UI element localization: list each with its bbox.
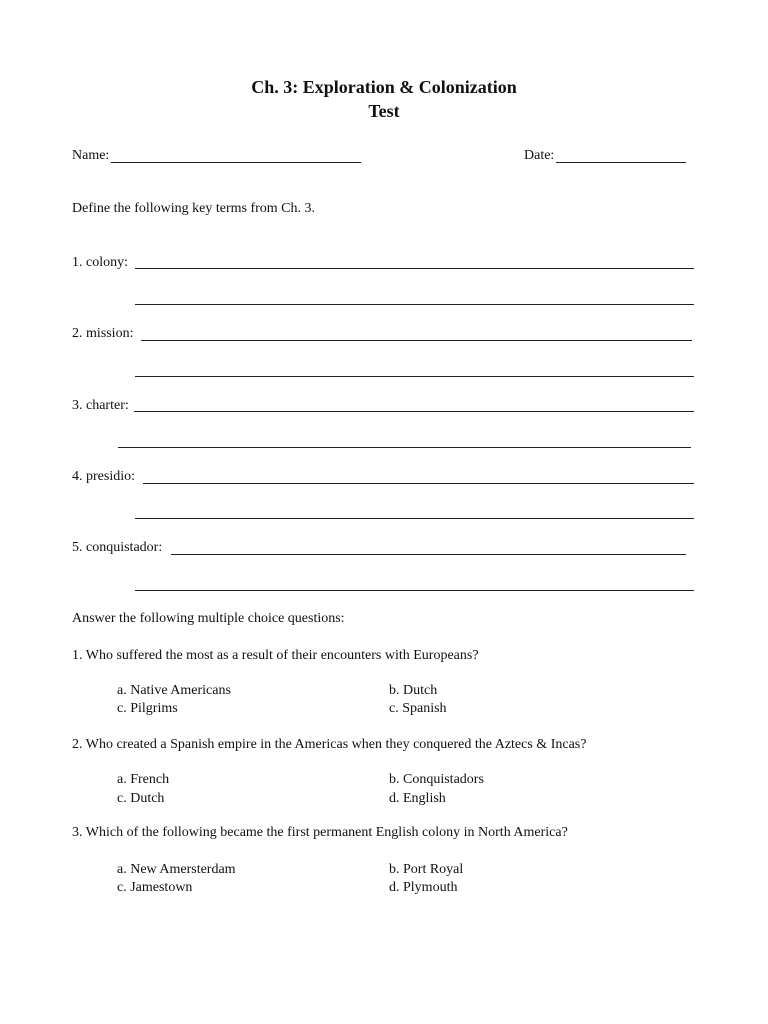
term-label: 2. mission: [72,326,134,341]
answer-line[interactable] [143,483,694,484]
mc-question: 1. Who suffered the most as a result of their encounters with Europeans? [72,648,479,663]
name-label: Name: [72,148,110,163]
term-label: 1. colony: [72,255,128,270]
mc-option[interactable]: a. French [117,772,170,787]
mc-option[interactable]: b. Conquistadors [389,772,484,787]
mc-question: 2. Who created a Spanish empire in the Americas when they conquered the Aztecs & Incas? [72,737,587,752]
mc-option[interactable]: c. Spanish [389,701,447,716]
answer-line[interactable] [135,268,694,269]
mc-option[interactable]: b. Dutch [389,683,438,698]
answer-line[interactable] [171,554,686,555]
term-label: 3. charter: [72,398,129,413]
answer-line[interactable] [134,411,694,412]
definitions-instructions: Define the following key terms from Ch. 3. [72,201,316,216]
mc-question: 3. Which of the following became the first permanent English colony in North America? [72,825,568,840]
mc-option[interactable]: c. Pilgrims [117,701,178,716]
answer-line[interactable] [141,340,692,341]
mc-option[interactable]: b. Port Royal [389,862,464,877]
term-label: 4. presidio: [72,469,135,484]
answer-line[interactable] [135,376,694,377]
answer-line[interactable] [135,590,694,591]
mc-option[interactable]: d. English [389,791,446,806]
answer-line[interactable] [135,518,694,519]
mc-option[interactable]: a. Native Americans [117,683,231,698]
page-title: Ch. 3: Exploration & Colonization [251,77,517,97]
mc-option[interactable]: d. Plymouth [389,880,458,895]
mc-option[interactable]: c. Jamestown [117,880,193,895]
term-label: 5. conquistador: [72,540,163,555]
date-label: Date: [524,148,555,163]
mc-instructions: Answer the following multiple choice questions: [72,611,345,626]
page-subtitle: Test [368,101,400,121]
mc-option[interactable]: c. Dutch [117,791,165,806]
date-field[interactable] [556,162,686,163]
name-field[interactable] [111,162,361,163]
mc-option[interactable]: a. New Amersterdam [117,862,236,877]
answer-line[interactable] [135,304,694,305]
answer-line[interactable] [118,447,691,448]
